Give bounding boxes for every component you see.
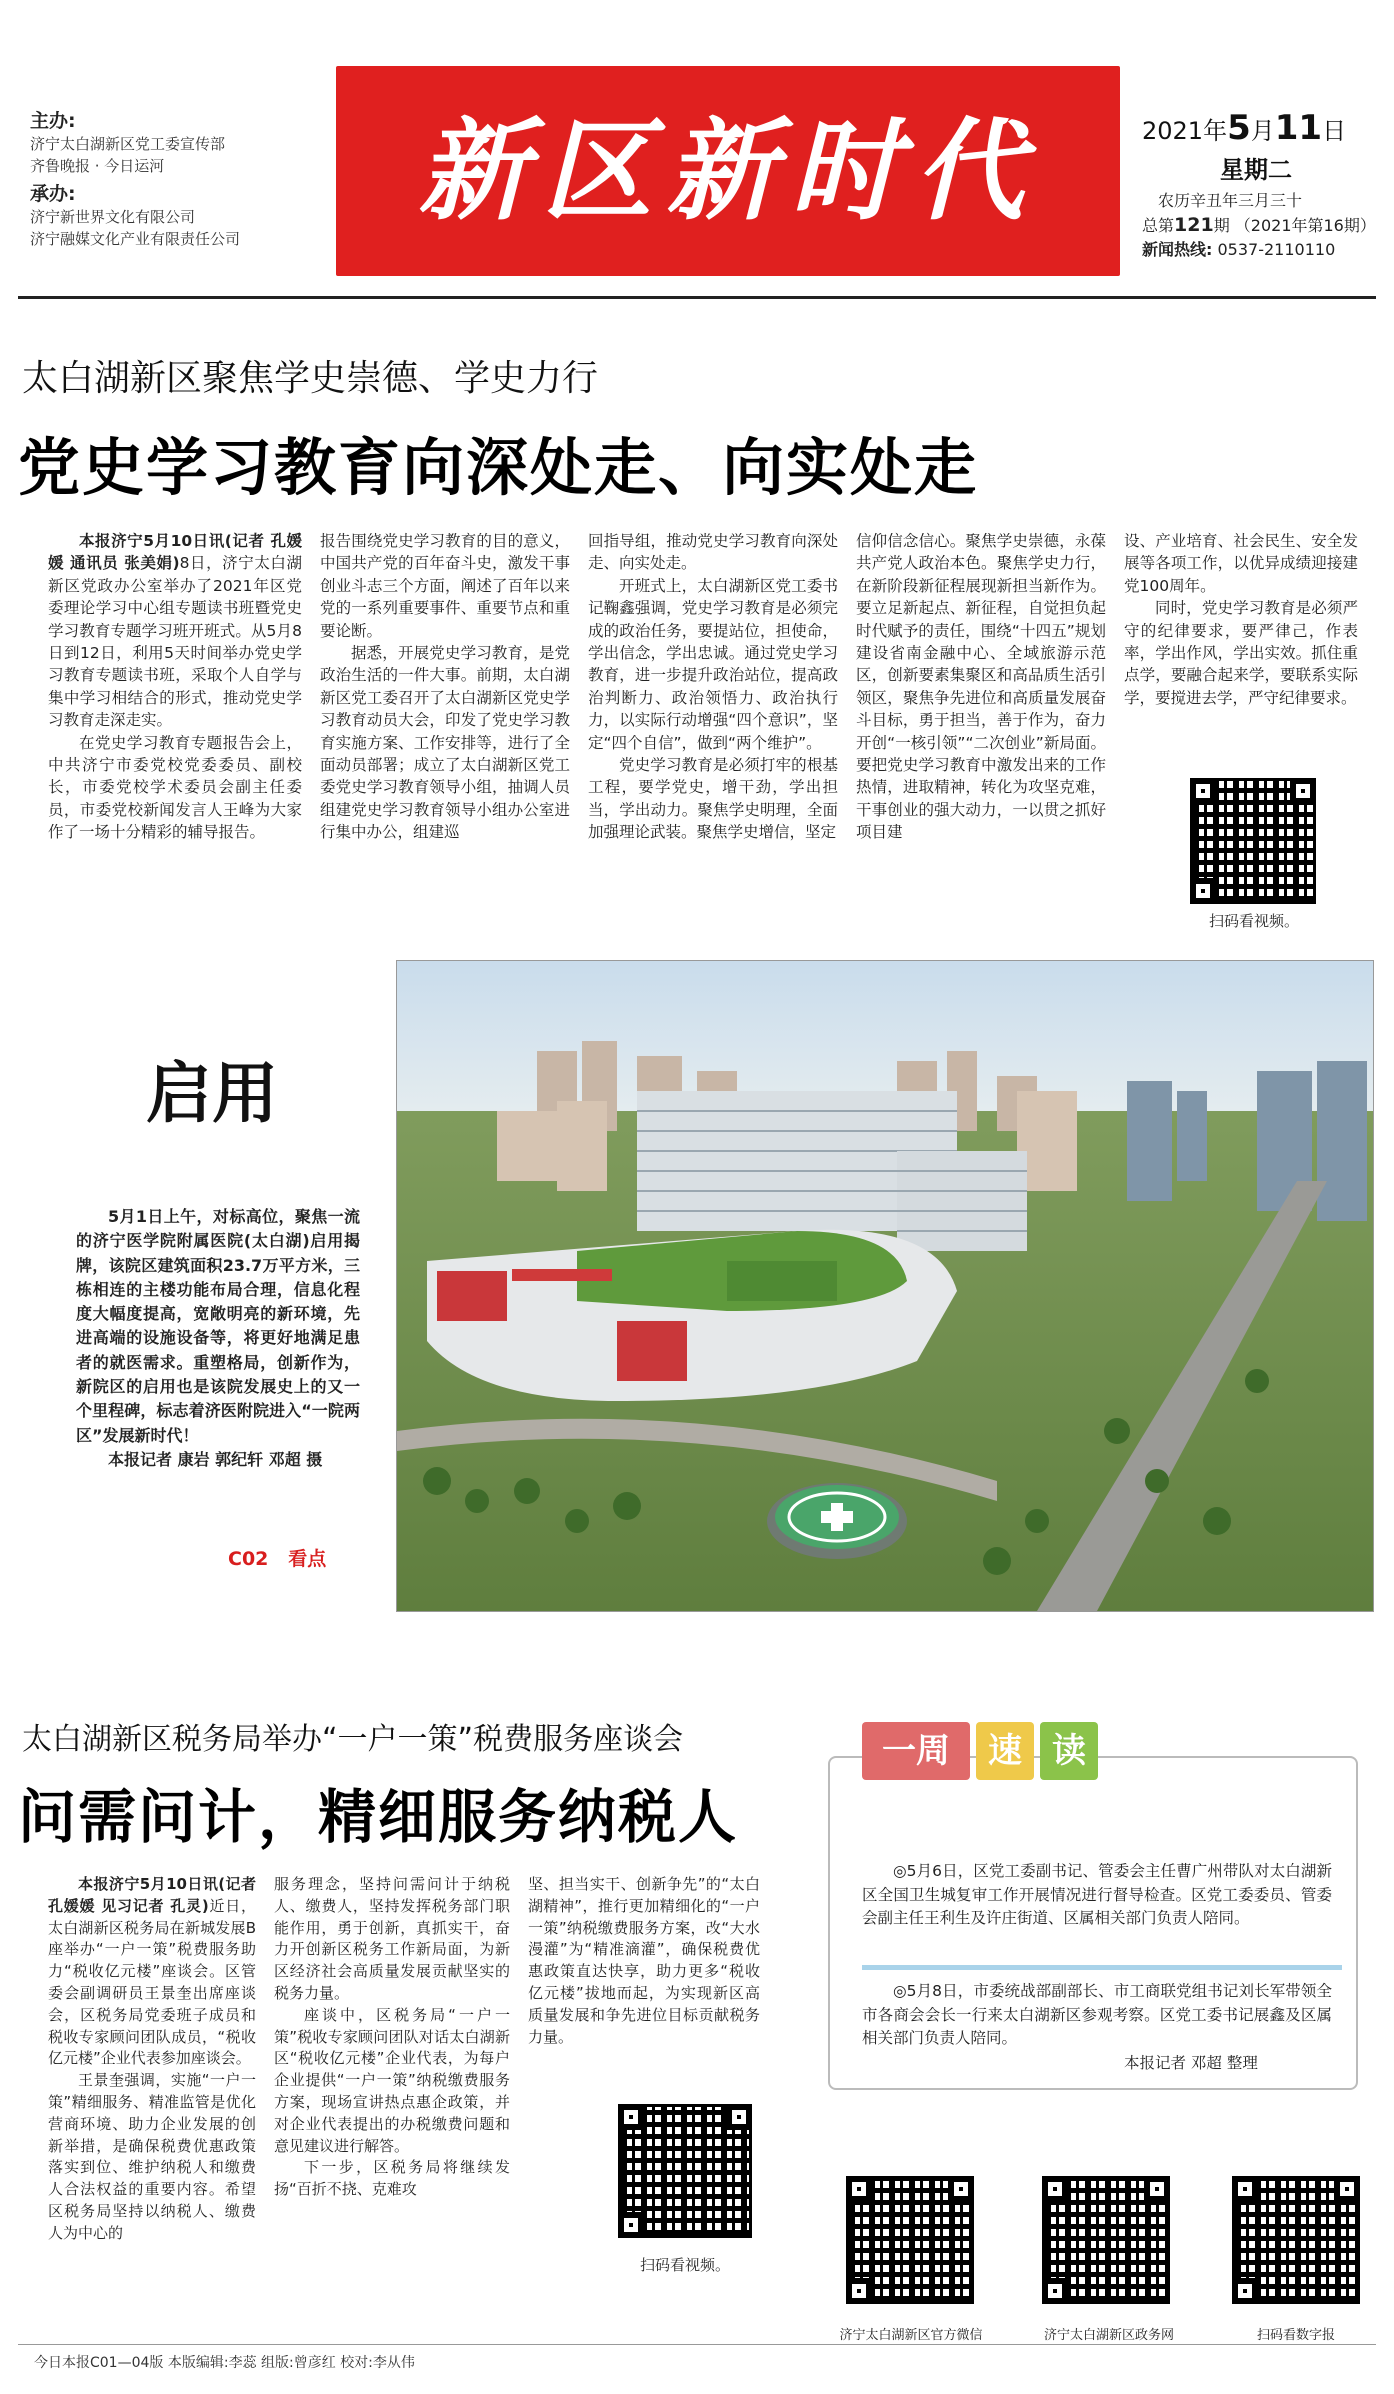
qr-caption-website: 济宁太白湖新区政务网	[1043, 2328, 1174, 2343]
story1-body	[48, 530, 1368, 844]
story1-kicker: 太白湖新区聚焦学史崇德、学史力行	[22, 358, 599, 399]
host-line: 济宁太白湖新区党工委宣传部	[30, 135, 226, 153]
story2-col3: 坚、担当实干、创新争先”的“太白湖精神”，推行更加精细化的“一户一策”纳税缴费服务方案，改“大水漫灌”为“精准滴灌”，确保税费优惠政策直达快享，助力更多“税收亿元楼”拔地而起，为实现新区高质量发展和争先进位目标贡献税务力量。	[528, 1875, 760, 2046]
masthead-rule	[18, 296, 1376, 299]
qr-caption-wechat: 济宁太白湖新区官方微信	[839, 2328, 983, 2343]
story2-col2: 服务理念，坚持问需问计于纳税人、缴费人，坚持发挥税务部门职能作用，勇于创新，真抓实干，奋力开创新区税务工作新局面，为新区经济社会高质量发展贡献坚实的税务力量。 座谈中，区税务局“一户一策”税收专家顾问团队对话太白湖新区“税收亿元楼”企业代表，为每户企业提供“一户一策”纳税缴费服务方案，现场宣讲热点惠企政策，并对企业代表提出的办税缴费问题和意见建议进行解答。 下一步，区税务局将继续发扬“百折不挠、克难攻	[274, 1875, 510, 2199]
story1-col3: 回指导组，推动党史学习教育向深处走、向实处走。 开班式上，太白湖新区党工委书记鞠鑫强调，党史学习教育是必须完成的政治任务，要提站位，担使命，学出信念，学出忠诚。通过党史学习教育，进一步提升政治站位，提高政治判断力、政治领悟力、政治执行力，以实际行动增强“四个意识”，坚定“四个自信”，做到“两个维护”。 党史学习教育是必须打牢的根基工程，要学党史，增干劲，学出担当，学出动力。聚焦学史明理，全面加强理论武装。聚焦学史增信，坚定	[588, 532, 838, 842]
official-wechat-qr[interactable]	[846, 2176, 974, 2304]
story1-headline: 党史学习教育向深处走、向实处走	[18, 431, 979, 504]
footer-credits: 今日本报C01—04版 本版编辑:李蕊 组版:曾彦红 校对:李从伟	[34, 2355, 415, 2371]
story2-col1: 本报济宁5月10日讯(记者 孔媛媛 见习记者 孔灵)近日，太白湖新区税务局在新城发展B座举办“一户一策”税费服务助力“税收亿元楼”座谈会。区管委会副调研员王景奎出席座谈会，区税务局党委班子成员和税收专家顾问团队成员，“税收亿元楼”企业代表参加座谈会。 王景奎强调，实施“一户一策”精细服务、精准监管是优化营商环境、助力企业发展的创新举措，是确保税费优惠政策落实到位、维护纳税人和缴费人合法权益的重要内容。希望区税务局坚持以纳税人、缴费人为中心的	[48, 1875, 256, 2242]
digital-paper-qr[interactable]	[1232, 2176, 1360, 2304]
photo-title: 启用	[146, 1055, 278, 1132]
masthead-dateblock	[1142, 108, 1382, 262]
story1-col4: 信仰信念信心。聚焦学史崇德，永葆共产党人政治本色。聚焦学史力行，在新阶段新征程展现新担当新作为。要立足新起点、新征程，自觉担负起时代赋予的责任，围绕“十四五”规划建设省南金融中心、全域旅游示范区，创新要素集聚区和高品质生活引领区，聚焦争先进位和高质量发展奋斗目标，勇于担当，善于作为，奋力开创“一核引领”“二次创业”新局面。要把党史学习教育中激发出来的工作热情，进取精神，转化为攻坚克难，干事创业的强大动力，一以贯之抓好项目建	[856, 532, 1106, 842]
hospital-aerial-image	[397, 961, 1373, 1611]
story1-qr-caption: 扫码看视频。	[1208, 912, 1299, 930]
organizer-label: 承办:	[30, 183, 76, 205]
story2-kicker: 太白湖新区税务局举办“一户一策”税费服务座谈会	[22, 1722, 684, 1757]
story2-qr-caption: 扫码看视频。	[639, 2256, 730, 2274]
qr-caption-digital: 扫码看数字报	[1256, 2328, 1335, 2343]
weekly-separator	[862, 1965, 1342, 1970]
weekly-digest-tag: 一周 速 读	[862, 1722, 1098, 1780]
masthead-hosts	[30, 106, 310, 250]
story1-qr-code[interactable]	[1190, 778, 1316, 904]
weekly-item-2: ◎5月8日，市委统战部副部长、市工商联党组书记刘长军带领全市各商会会长一行来太白湖新区参观考察。区党工委书记展鑫及区属相关部门负责人陪同。	[862, 1982, 1332, 2047]
weekly-credit: 本报记者 邓超 整理	[1124, 2054, 1258, 2072]
story1-col5: 设、产业培育、社会民生、安全发展等各项工作，以优异成绩迎接建党100周年。 同时，党史学习教育是必须严守的纪律要求，要严律己，作表率，学出作风，学出实效。抓住重点学，要融合起来学，要联系实际学，要搅进去学，严守纪律要求。	[1124, 532, 1358, 707]
host-line: 齐鲁晚报 · 今日运河	[30, 157, 165, 175]
masthead-title: 新区新时代	[418, 106, 1038, 235]
weekday: 星期二	[1220, 156, 1292, 184]
issue-number: 总第121期 （2021年第16期）	[1142, 214, 1376, 236]
organizer-line: 济宁融媒文化产业有限责任公司	[30, 230, 241, 248]
weekly-item-1: ◎5月6日，区党工委副书记、管委会主任曹广州带队对太白湖新区全国卫生城复审工作开展情况进行督导检查。区党工委委员、管委会副主任王利生及许庄街道、区属相关部门负责人陪同。	[862, 1862, 1332, 1927]
issue-date: 2021年5月11日	[1142, 108, 1347, 148]
story2-headline: 问需问计，精细服务纳税人	[18, 1783, 739, 1851]
host-label: 主办:	[30, 110, 76, 132]
lunar-date: 农历辛丑年三月三十	[1158, 191, 1303, 210]
footer-rule	[18, 2344, 1376, 2345]
story1-col1: 本报济宁5月10日讯(记者 孔媛媛 通讯员 张美娟)8日，济宁太白湖新区党政办公室举办了2021年区党委理论学习中心组专题读书班暨党史学习教育专题学习班开班式。从5月8日到12日，利用5天时间举办党史学习教育专题读书班，采取个人自学与集中学习相结合的形式，推动党史学习教育走深走实。 在党史学习教育专题报告会上，中共济宁市委党校党委委员、副校长，市委党校学术委员会副主任委员，市委党校新闻发言人王峰为大家作了一场十分精彩的辅导报告。	[48, 532, 302, 842]
photo-caption: 5月1日上午，对标高位，聚焦一流的济宁医学院附属医院(太白湖)启用揭牌，该院区建筑面积23.7万平方米，三栋相连的主楼功能布局合理，信息化程度大幅度提高，宽敞明亮的新环境，先进高端的设施设备等，将更好地满足患者的就医需求。重塑格局，创新作为，新院区的启用也是该院发展史上的又一个里程碑，标志着济医附院进入“一院两区”发展新时代！ 本报记者 康岩 郭纪轩 邓超 摄	[76, 1207, 360, 1469]
organizer-line: 济宁新世界文化有限公司	[30, 208, 196, 226]
hospital-photo	[396, 960, 1374, 1612]
story2-qr-code[interactable]	[618, 2104, 752, 2238]
page-reference[interactable]: C02 看点	[228, 1548, 327, 1570]
story1-col2: 报告围绕党史学习教育的目的意义，中国共产党的百年奋斗史，激发干事创业斗志三个方面，阐述了百年以来党的一系列重要事件、重要节点和重要论断。 据悉，开展党史学习教育，是党政治生活的一件大事。前期，太白湖新区党工委召开了太白湖新区党史学习教育动员大会，印发了党史学习教育实施方案、工作安排等，进行了全面动员部署；成立了太白湖新区党工委党史学习教育领导小组，抽调人员组建党史学习教育领导小组办公室进行集中办公，组建巡	[320, 532, 570, 842]
masthead-logo-box	[336, 66, 1120, 276]
gov-website-qr[interactable]	[1042, 2176, 1170, 2304]
hotline: 新闻热线: 0537-2110110	[1142, 240, 1336, 259]
